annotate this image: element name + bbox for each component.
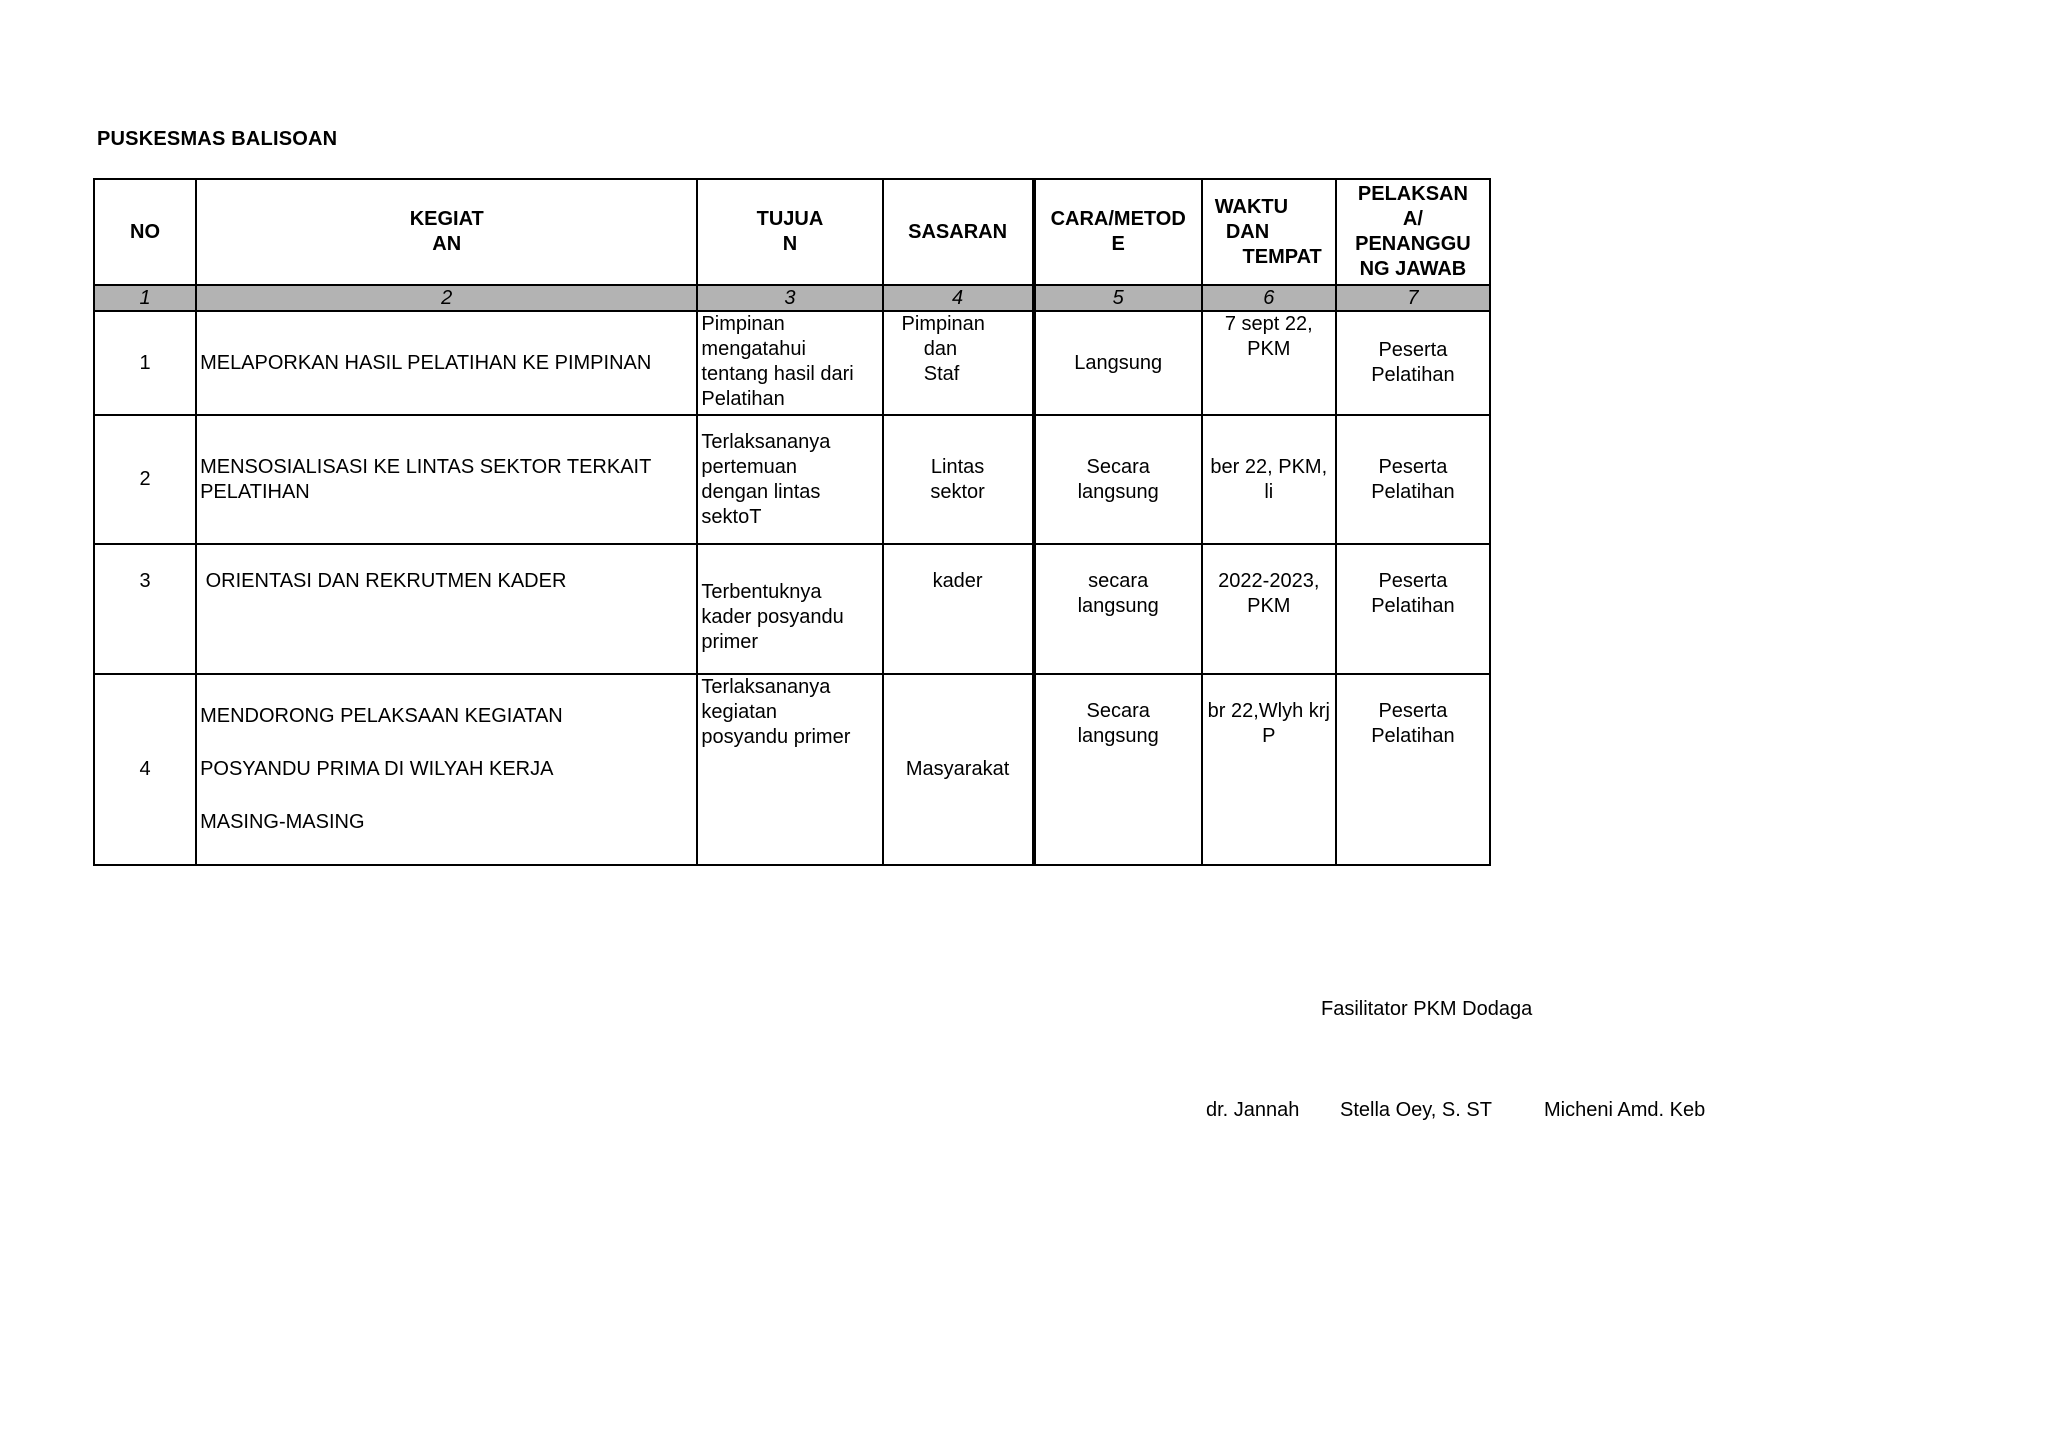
- index-row: [94, 285, 1490, 311]
- cell-kegiatan: MENDORONG PELAKSAAN KEGIATAN POSYANDU PRIMA DI WILYAH KERJA MASING-MASING: [196, 674, 697, 865]
- table-row: [94, 544, 1490, 674]
- cell-sasaran: Pimpinan dan Staf: [883, 311, 1034, 415]
- cell-sasaran: kader: [883, 544, 1034, 674]
- cell-pelaksana: Peserta Pelatihan: [1336, 415, 1490, 544]
- cell-waktu: 7 sept 22, PKM: [1202, 311, 1336, 415]
- cell-sasaran: Lintas sektor: [883, 415, 1034, 544]
- cell-no: 2: [94, 415, 196, 544]
- table-row: [94, 674, 1490, 865]
- cell-kegiatan: MELAPORKAN HASIL PELATIHAN KE PIMPINAN: [196, 311, 697, 415]
- cell-cara: secara langsung: [1034, 544, 1202, 674]
- cell-tujuan: Pimpinan mengatahui tentang hasil dari Pelatihan: [697, 311, 882, 415]
- header-pelaksana: PELAKSAN A/ PENANGGU NG JAWAB: [1336, 179, 1490, 285]
- cell-sasaran: Masyarakat: [883, 674, 1034, 865]
- footer-title: Fasilitator PKM Dodaga: [1321, 998, 1533, 1020]
- cell-no: 3: [94, 544, 196, 674]
- cell-tujuan: Terlaksananya pertemuan dengan lintas sektoT: [697, 415, 882, 544]
- cell-cara: Langsung: [1034, 311, 1202, 415]
- cell-waktu: 2022-2023, PKM: [1202, 544, 1336, 674]
- table-row: [94, 415, 1490, 544]
- header-no: NO: [94, 179, 196, 285]
- signatory-name: dr. Jannah: [1206, 1099, 1300, 1121]
- table-row: [94, 311, 1490, 415]
- cell-pelaksana: Peserta Pelatihan: [1336, 674, 1490, 865]
- header-tujuan: TUJUA N: [697, 179, 882, 285]
- cell-cara: Secara langsung: [1034, 674, 1202, 865]
- signatory-name: Micheni Amd. Keb: [1544, 1099, 1706, 1121]
- index-cell: 4: [883, 285, 1034, 311]
- index-cell: 6: [1202, 285, 1336, 311]
- index-cell: 5: [1034, 285, 1202, 311]
- index-cell: 3: [697, 285, 882, 311]
- cell-pelaksana: Peserta Pelatihan: [1336, 311, 1490, 415]
- index-cell: 1: [94, 285, 196, 311]
- index-cell: 2: [196, 285, 697, 311]
- header-cara: CARA/METOD E: [1034, 179, 1202, 285]
- header-kegiatan: KEGIAT AN: [196, 179, 697, 285]
- cell-tujuan: Terlaksananya kegiatan posyandu primer: [697, 674, 882, 865]
- cell-cara: Secara langsung: [1034, 415, 1202, 544]
- header-sasaran: SASARAN: [883, 179, 1034, 285]
- index-cell: 7: [1336, 285, 1490, 311]
- header-row: [94, 179, 1490, 285]
- header-waktu: WAKTU DAN TEMPAT: [1202, 179, 1336, 285]
- cell-no: 4: [94, 674, 196, 865]
- cell-pelaksana: Peserta Pelatihan: [1336, 544, 1490, 674]
- cell-waktu: br 22,Wlyh krj P: [1202, 674, 1336, 865]
- cell-tujuan: Terbentuknya kader posyandu primer: [697, 544, 882, 674]
- cell-kegiatan: ORIENTASI DAN REKRUTMEN KADER: [196, 544, 697, 674]
- cell-waktu: ber 22, PKM, li: [1202, 415, 1336, 544]
- activity-table: [93, 178, 1491, 866]
- cell-kegiatan: MENSOSIALISASI KE LINTAS SEKTOR TERKAIT PELATIHAN: [196, 415, 697, 544]
- document-title: PUSKESMAS BALISOAN: [97, 128, 338, 150]
- signatory-name: Stella Oey, S. ST: [1340, 1099, 1492, 1121]
- cell-no: 1: [94, 311, 196, 415]
